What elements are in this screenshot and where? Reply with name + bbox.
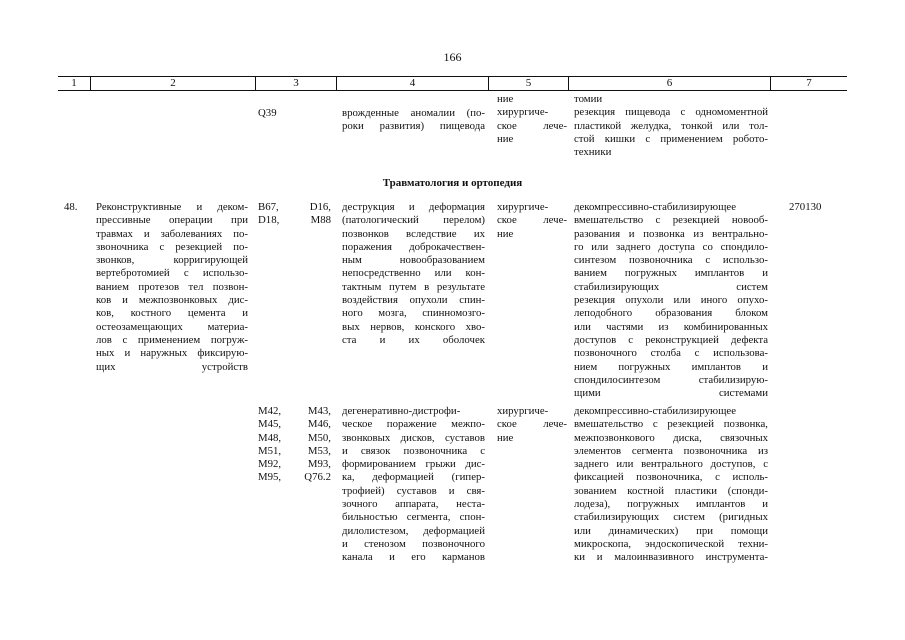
method-continuation: томии резекция пищевода с одномоментной пластикой желудка, тонкой или тол- стой кишки с применением робото- техники	[574, 93, 768, 159]
method-entry-2: декомпрессивно-стабилизирующее вмешательство с резекцией позвонка, межпозвонкового диска, связочных элементов сегмента позвоночника из заднего или вентрального доступов, с фиксацией позвоночника, с исполь- зованием костной пластики (спонди- лодеза), погружных имплантов и стабилизирующих систем (ригидных или динамических) при помощи микроскопа, эндоскопической техни- ки и малоинвазивного инструмента-	[574, 405, 768, 564]
method-entry-1: декомпрессивно-стабилизирующее вмешательство с резекцией новооб- разования и позвонка из вентрально- го или заднего доступа со спондило- синтезом позвоночника с использо- ванием погружных имплантов и стабилизирующих систем резекция опухоли или иного опухо- леподобного образования блоком или частями из комбинированных доступов с реконструкцией дефекта позвоночного столба с использова- нием погружных имплантов и спондилосинтезом стабилизирую- щими системами	[574, 201, 768, 400]
header-col-5: 5	[525, 77, 532, 89]
diagnosis-entry-1: деструкция и деформация (патологический перелом) позвонков вследствие их поражения доброкачествен- ным новообразованием непосредственно или кон- тактным путем в результате воздействия опухоли спин- ного мозга, спинномозго- вых нервов, конского хво- ста и их оболочек	[342, 201, 485, 346]
row-name: Реконструктивные и деком- прессивные операции при травмах и заболеваниях по- звоночника с резекцией по- звонков, корригирующей вертебротомией с использо- ванием протезов тел позвон- ков и межпозвонковых дис- ков, костного цемента и остеозамещающих материа- лов с применением погруж- ных и наружных фиксирую- щих устройств	[96, 201, 248, 373]
header-col-2: 2	[170, 77, 176, 89]
header-col-3: 3	[293, 77, 299, 89]
treatment-type-entry-1: хирургиче- ское лече- ние	[497, 201, 567, 240]
diagnosis-entry-2: дегенеративно-дистрофи- ческое поражение межпо- звонковых дисков, суставов и связок позвоночника с формированием грыжи дис- ка, деформацией (гипер- трофией) суставов и свя- зочного аппарата, неста- бильностью сегмента, спон- дилолистезом, деформацией и стенозом позвоночного канала и его карманов	[342, 405, 485, 564]
treatment-type-entry-2: хирургиче- ское лече- ние	[497, 405, 567, 444]
table-header	[58, 76, 847, 91]
codes-entry-1: B67, D16, D18, M88	[258, 201, 331, 227]
price: 270130	[789, 201, 822, 213]
header-col-6: 6	[666, 77, 673, 89]
row-number: 48.	[64, 201, 78, 213]
codes-q39: Q39	[258, 107, 277, 119]
header-col-1: 1	[71, 77, 77, 89]
header-col-4: 4	[409, 77, 416, 89]
page-number: 166	[443, 50, 462, 64]
header-col-7: 7	[806, 77, 812, 89]
codes-entry-2: M42, M43, M45, M46, M48, M50, M51, M53, M92, M93, M95, Q76.2	[258, 405, 331, 484]
diagnosis-esophagus: врожденные аномалии (по- роки развития) пищевода	[342, 107, 485, 133]
treatment-type-continuation: ние хирургиче- ское лече- ние	[497, 93, 567, 145]
section-title: Травматология и ортопедия	[382, 177, 523, 189]
